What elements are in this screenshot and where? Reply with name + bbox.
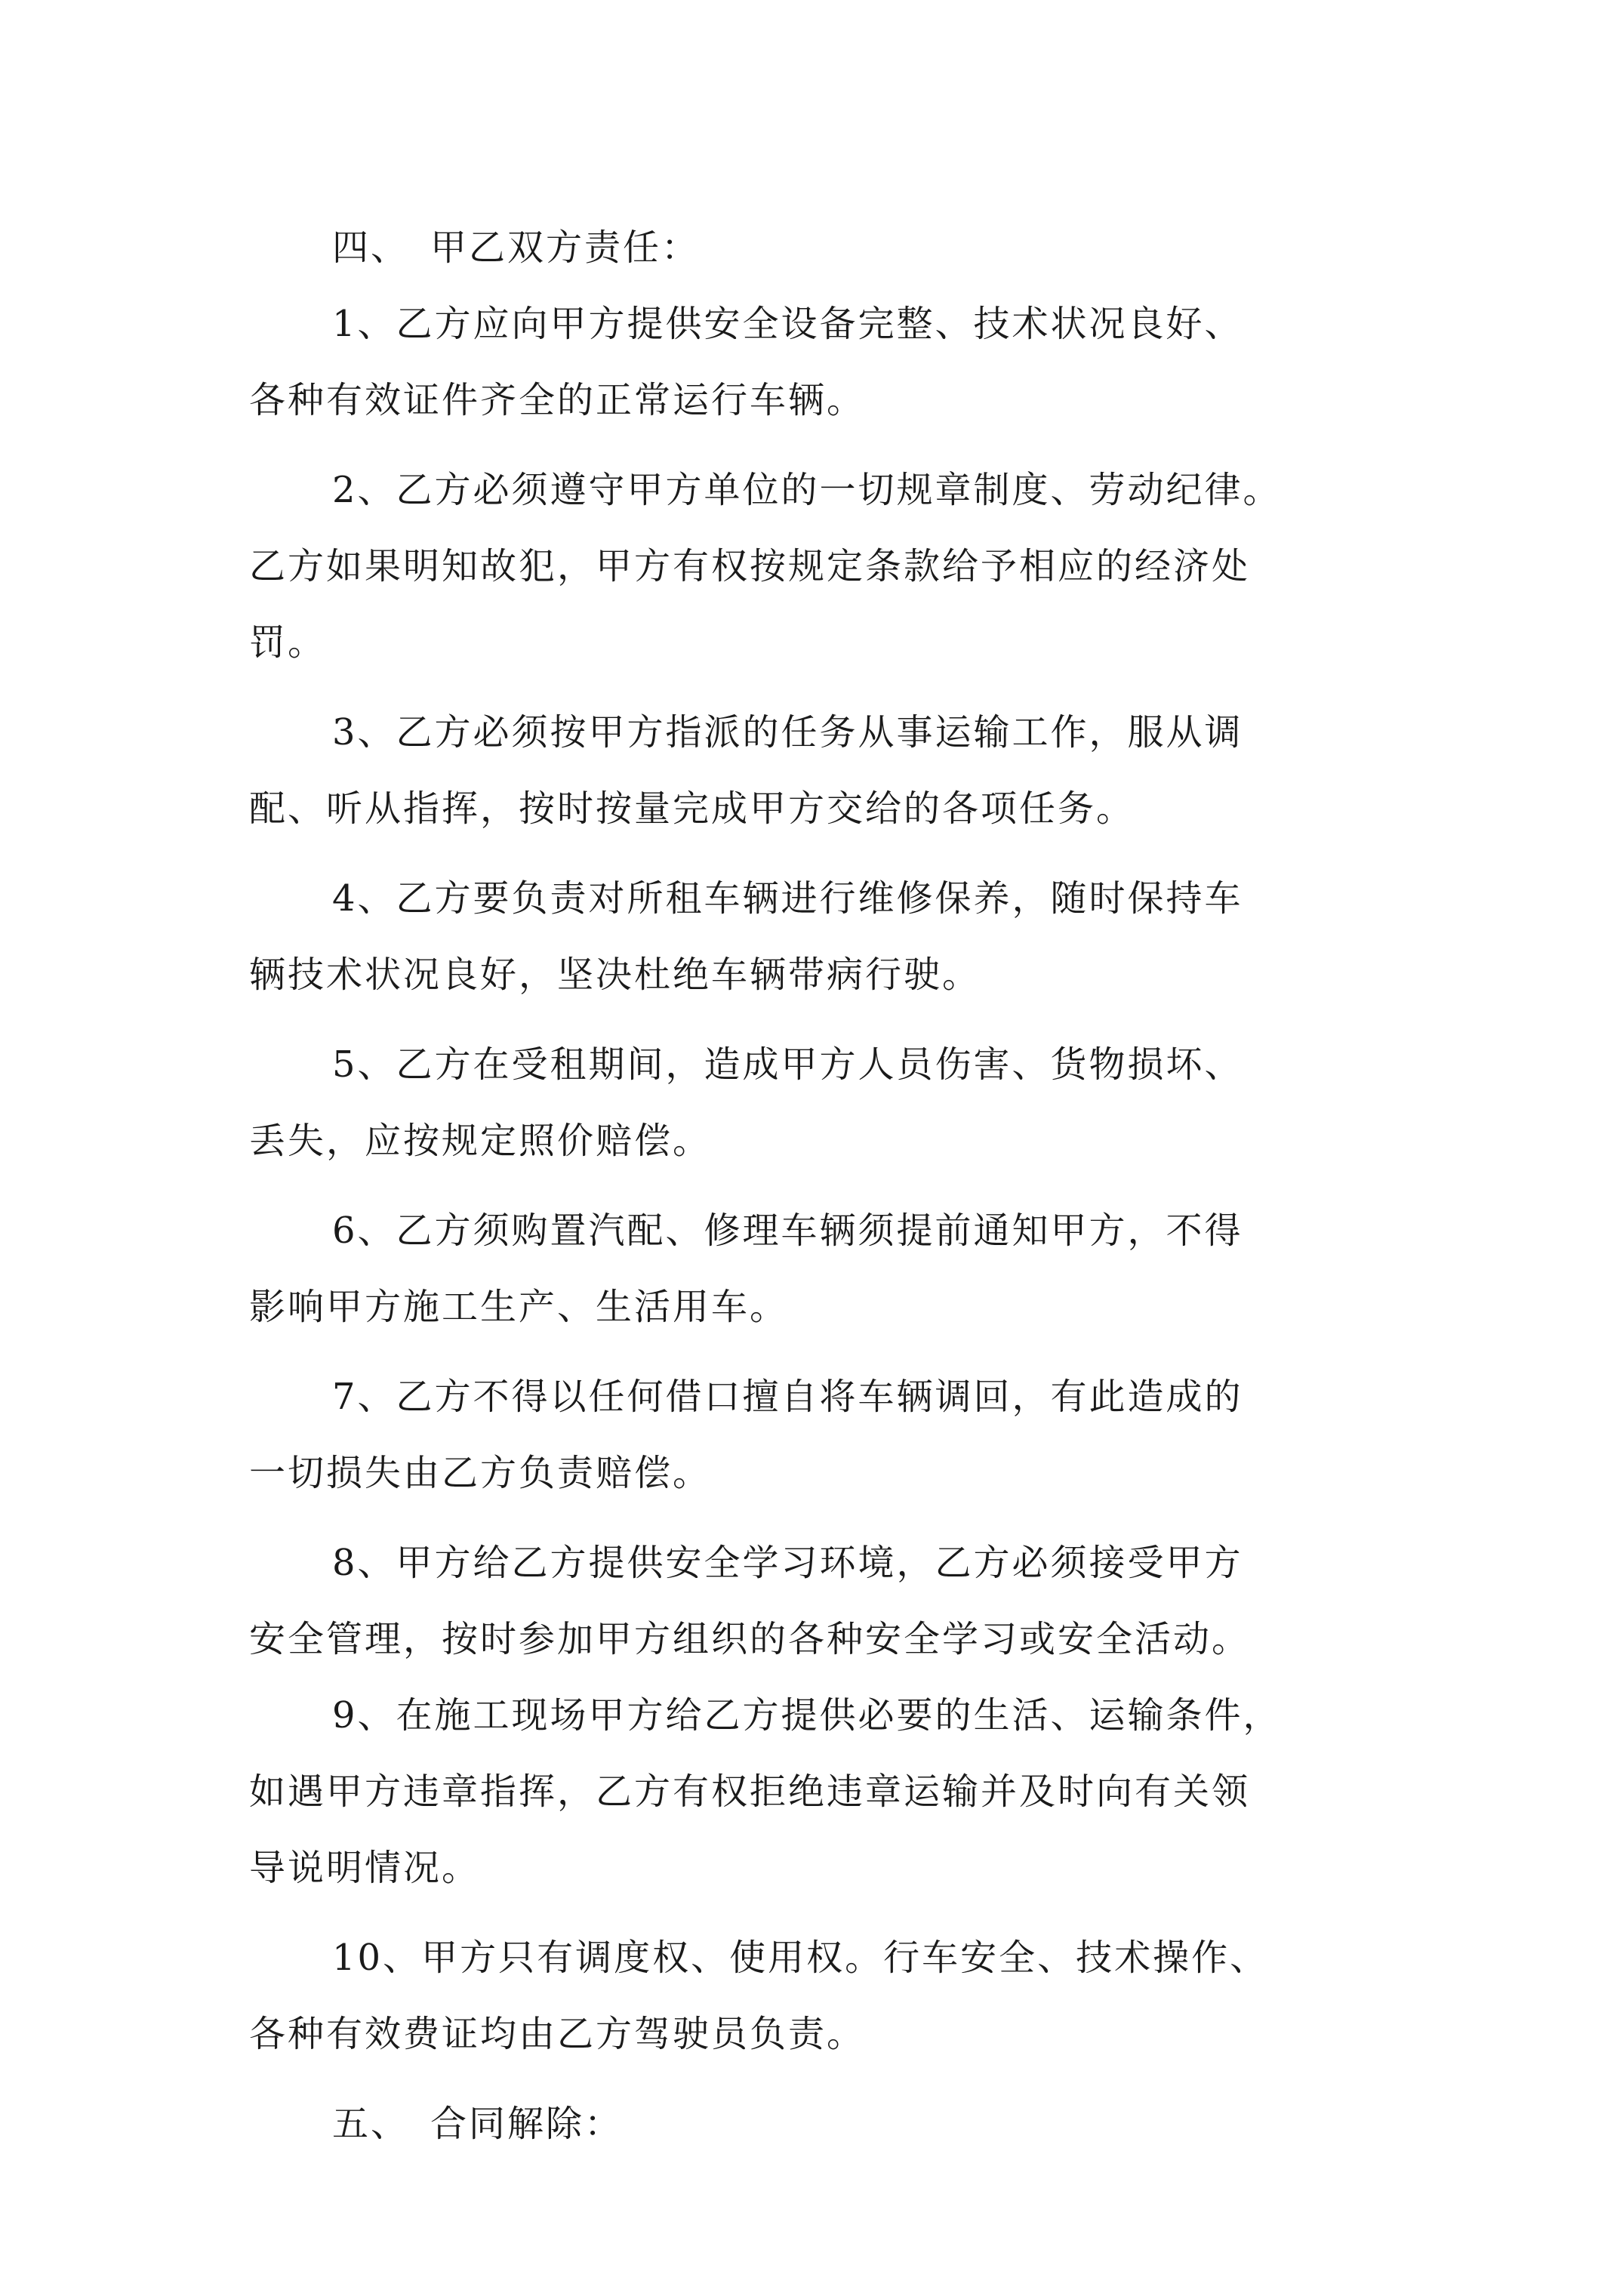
clause-line: 乙方如果明知故犯，甲方有权按规定条款给予相应的经济处 bbox=[249, 545, 1251, 587]
clause-line: 7、乙方不得以任何借口擅自将车辆调回，有此造成的 bbox=[332, 1376, 1243, 1418]
clause-7 bbox=[249, 1359, 1381, 1512]
clause-line: 辆技术状况良好，坚决杜绝车辆带病行驶。 bbox=[249, 954, 981, 996]
clause-line: 2、乙方必须遵守甲方单位的一切规章制度、劳动纪律。 bbox=[332, 469, 1282, 511]
clause-line: 4、乙方要负责对所租车辆进行维修保养，随时保持车 bbox=[332, 877, 1243, 920]
clause-line: 一切损失由乙方负责赔偿。 bbox=[249, 1452, 712, 1494]
clause-line: 3、乙方必须按甲方指派的任务从事运输工作，服从调 bbox=[332, 711, 1243, 754]
clause-3 bbox=[249, 695, 1381, 847]
clause-line: 各种有效证件齐全的正常运行车辆。 bbox=[249, 379, 866, 421]
clause-line: 如遇甲方违章指挥，乙方有权拒绝违章运输并及时向有关领 bbox=[249, 1771, 1251, 1813]
clause-4 bbox=[249, 861, 1381, 1013]
document-body bbox=[249, 210, 1381, 2162]
clause-line: 安全管理，按时参加甲方组织的各种安全学习或安全活动。 bbox=[249, 1618, 1251, 1660]
clause-line: 10、甲方只有调度权、使用权。行车安全、技术操作、 bbox=[332, 1937, 1269, 1979]
clause-line: 1、乙方应向甲方提供安全设备完整、技术状况良好、 bbox=[332, 303, 1243, 345]
clause-line: 导说明情况。 bbox=[249, 1847, 481, 1889]
clause-line: 5、乙方在受租期间，造成甲方人员伤害、货物损坏、 bbox=[332, 1043, 1243, 1086]
clause-line: 罚。 bbox=[249, 621, 327, 664]
clause-line: 丢失，应按规定照价赔偿。 bbox=[249, 1120, 712, 1162]
section-4-heading bbox=[249, 210, 1381, 286]
clause-line: 9、在施工现场甲方给乙方提供必要的生活、运输条件， bbox=[332, 1694, 1282, 1737]
clause-9 bbox=[249, 1678, 1381, 1906]
clause-8 bbox=[249, 1525, 1381, 1678]
section-4-number: 四、 bbox=[332, 227, 410, 269]
clause-line: 配、听从指挥，按时按量完成甲方交给的各项任务。 bbox=[249, 787, 1135, 830]
clause-10 bbox=[249, 1920, 1381, 2073]
section-4-title: 甲乙双方责任： bbox=[430, 227, 701, 269]
section-5-title: 合同解除： bbox=[430, 2103, 624, 2145]
clause-line: 8、甲方给乙方提供安全学习环境，乙方必须接受甲方 bbox=[332, 1542, 1243, 1584]
clause-5 bbox=[249, 1027, 1381, 1179]
section-5-number: 五、 bbox=[332, 2103, 410, 2145]
clause-line: 各种有效费证均由乙方驾驶员负责。 bbox=[249, 2013, 866, 2055]
section-5-heading bbox=[249, 2086, 1381, 2162]
clause-line: 6、乙方须购置汽配、修理车辆须提前通知甲方，不得 bbox=[332, 1210, 1243, 1252]
clause-1 bbox=[249, 286, 1381, 439]
clause-2 bbox=[249, 452, 1381, 681]
clause-6 bbox=[249, 1193, 1381, 1345]
clause-line: 影响甲方施工生产、生活用车。 bbox=[249, 1286, 789, 1328]
